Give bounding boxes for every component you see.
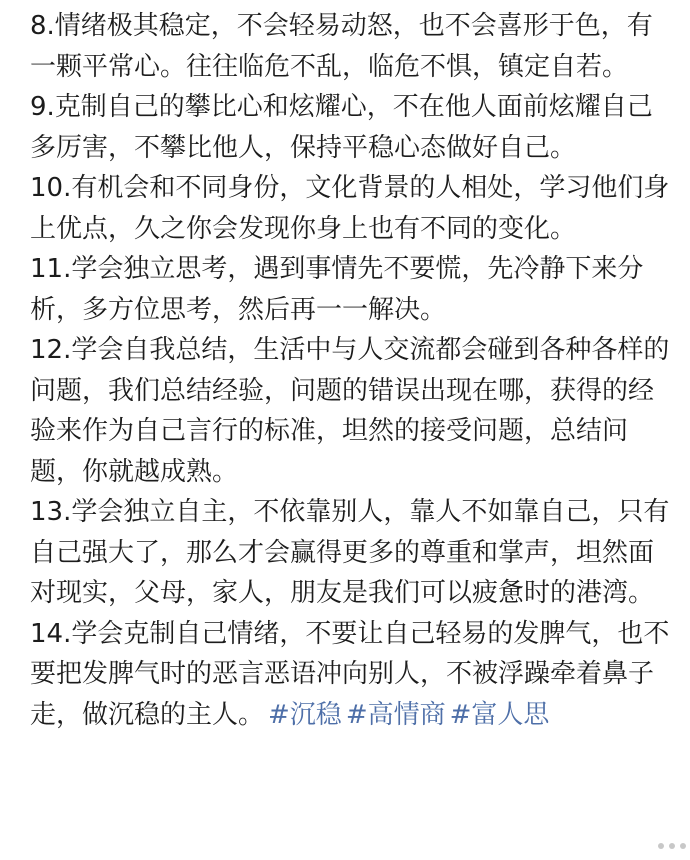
- hashtag-link[interactable]: #高情商: [345, 699, 446, 730]
- list-item-14: [30, 614, 670, 736]
- list-item-9: 9.克制自己的攀比心和炫耀心，不在他人面前炫耀自己多厉害，不攀比他人，保持平稳心态做好自己。: [30, 92, 653, 163]
- dot: [669, 843, 675, 849]
- list-item-10: 10.有机会和不同身份，文化背景的人相处，学习他们身上优点，久之你会发现你身上也有不同的变化。: [30, 173, 670, 244]
- more-dots-icon[interactable]: [658, 838, 686, 854]
- list-item-14-text: 14.学会克制自己情绪，不要让自己轻易的发脾气，也不要把发脾气时的恶言恶语冲向别人，不被浮躁牵着鼻子走，做沉稳的主人。: [30, 618, 670, 730]
- dot: [680, 843, 686, 849]
- post-body: [30, 6, 670, 735]
- hashtag-link[interactable]: #富人思: [449, 699, 550, 730]
- list-item-8: 8.情绪极其稳定，不会轻易动怒，也不会喜形于色，有一颗平常心。往往临危不乱，临危不惧，镇定自若。: [30, 11, 653, 82]
- dot: [658, 843, 664, 849]
- hashtag-list: [264, 700, 549, 730]
- list-item-13: 13.学会独立自主，不依靠别人，靠人不如靠自己，只有自己强大了，那么才会赢得更多的尊重和掌声，坦然面对现实，父母，家人，朋友是我们可以疲惫时的港湾。: [30, 497, 670, 608]
- list-item-11: 11.学会独立思考，遇到事情先不要慌，先冷静下来分析，多方位思考，然后再一一解决。: [30, 254, 644, 325]
- list-item-12: 12.学会自我总结，生活中与人交流都会碰到各种各样的问题，我们总结经验，问题的错误出现在哪，获得的经验来作为自己言行的标准，坦然的接受问题，总结问题，你就越成熟。: [30, 335, 670, 487]
- hashtag-link[interactable]: #沉稳: [268, 699, 342, 730]
